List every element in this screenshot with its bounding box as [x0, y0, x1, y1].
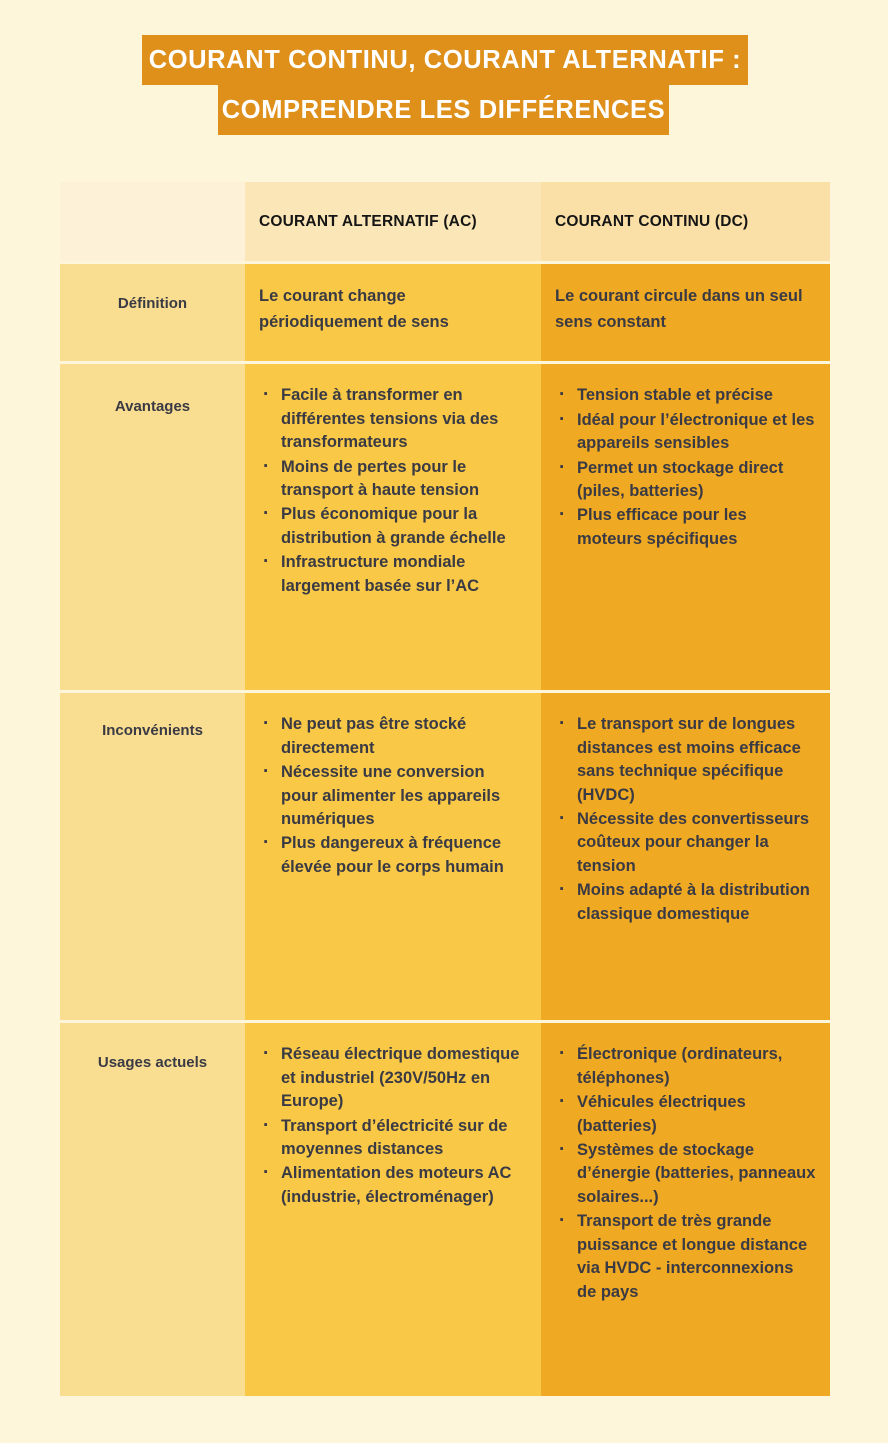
list-item: · Véhicules électriques (batteries) — [555, 1091, 816, 1138]
table-header-dc-cell — [541, 182, 830, 261]
list-item: · Réseau électrique domestique et industriel (230V/50Hz en Europe) — [259, 1043, 521, 1113]
table-row — [60, 693, 830, 1023]
definition-dc-text: Le courant circule dans un seul sens constant — [555, 287, 803, 331]
cell-ac-avantages — [245, 364, 541, 690]
page-title-line-1: COURANT CONTINU, COURANT ALTERNATIF : — [142, 35, 748, 85]
list-item: · Électronique (ordinateurs, téléphones) — [555, 1043, 816, 1090]
list-item: · Moins de pertes pour le transport à haute tension — [259, 456, 521, 503]
bullet-list-dc-avantages — [555, 384, 816, 551]
cell-dc-inconvenients — [541, 693, 830, 1020]
list-item: · Nécessite une conversion pour alimenter les appareils numériques — [259, 761, 521, 831]
cell-dc-usages — [541, 1023, 830, 1396]
list-item: · Le transport sur de longues distances est moins efficace sans technique spécifique (HVDC) — [555, 713, 816, 807]
list-item: · Permet un stockage direct (piles, batteries) — [555, 457, 816, 504]
comparison-table — [60, 182, 830, 1396]
list-item: · Plus efficace pour les moteurs spécifiques — [555, 504, 816, 551]
cell-ac-usages — [245, 1023, 541, 1396]
bullet-list-ac-avantages — [259, 384, 521, 598]
table-header-row — [60, 182, 830, 264]
cell-ac-inconvenients — [245, 693, 541, 1020]
row-label-inconvenients: Inconvénients — [102, 722, 203, 740]
page-title — [0, 35, 888, 135]
table-header-corner-cell — [60, 182, 245, 261]
table-row — [60, 1023, 830, 1396]
row-label-definition: Définition — [117, 295, 188, 313]
list-item: · Tension stable et précise — [555, 384, 816, 407]
row-label-avantages: Avantages — [114, 398, 191, 416]
list-item: · Infrastructure mondiale largement basée sur l’AC — [259, 551, 521, 598]
table-row — [60, 364, 830, 693]
list-item: · Alimentation des moteurs AC (industrie, électroménager) — [259, 1162, 521, 1209]
row-label-cell-avantages — [60, 364, 245, 690]
list-item: · Facile à transformer en différentes tensions via des transformateurs — [259, 384, 521, 454]
column-header-dc: COURANT CONTINU (DC) — [555, 213, 749, 230]
table-header-ac-cell — [245, 182, 541, 261]
column-header-ac: COURANT ALTERNATIF (AC) — [259, 213, 477, 230]
definition-ac-text: Le courant change périodiquement de sens — [259, 287, 449, 331]
list-item: · Ne peut pas être stocké directement — [259, 713, 521, 760]
bullet-list-ac-usages — [259, 1043, 521, 1209]
list-item: · Plus dangereux à fréquence élevée pour le corps humain — [259, 832, 521, 879]
list-item: · Transport de très grande puissance et longue distance via HVDC - interconnexions de pays — [555, 1210, 816, 1304]
list-item: · Nécessite des convertisseurs coûteux pour changer la tension — [555, 808, 816, 878]
bullet-list-dc-inconvenients — [555, 713, 816, 926]
list-item: · Systèmes de stockage d’énergie (batteries, panneaux solaires...) — [555, 1139, 816, 1209]
cell-ac-definition — [245, 264, 541, 361]
list-item: · Idéal pour l’électronique et les appareils sensibles — [555, 409, 816, 456]
table-row — [60, 264, 830, 364]
row-label-usages: Usages actuels — [97, 1054, 208, 1072]
bullet-list-ac-inconvenients — [259, 713, 521, 879]
cell-dc-avantages — [541, 364, 830, 690]
list-item: · Moins adapté à la distribution classique domestique — [555, 879, 816, 926]
page-title-line-2: COMPRENDRE LES DIFFÉRENCES — [218, 85, 669, 135]
row-label-cell-inconvenients — [60, 693, 245, 1020]
row-label-cell-usages — [60, 1023, 245, 1396]
row-label-cell-definition — [60, 264, 245, 361]
list-item: · Plus économique pour la distribution à grande échelle — [259, 503, 521, 550]
list-item: · Transport d’électricité sur de moyennes distances — [259, 1115, 521, 1162]
bullet-list-dc-usages — [555, 1043, 816, 1304]
cell-dc-definition — [541, 264, 830, 361]
